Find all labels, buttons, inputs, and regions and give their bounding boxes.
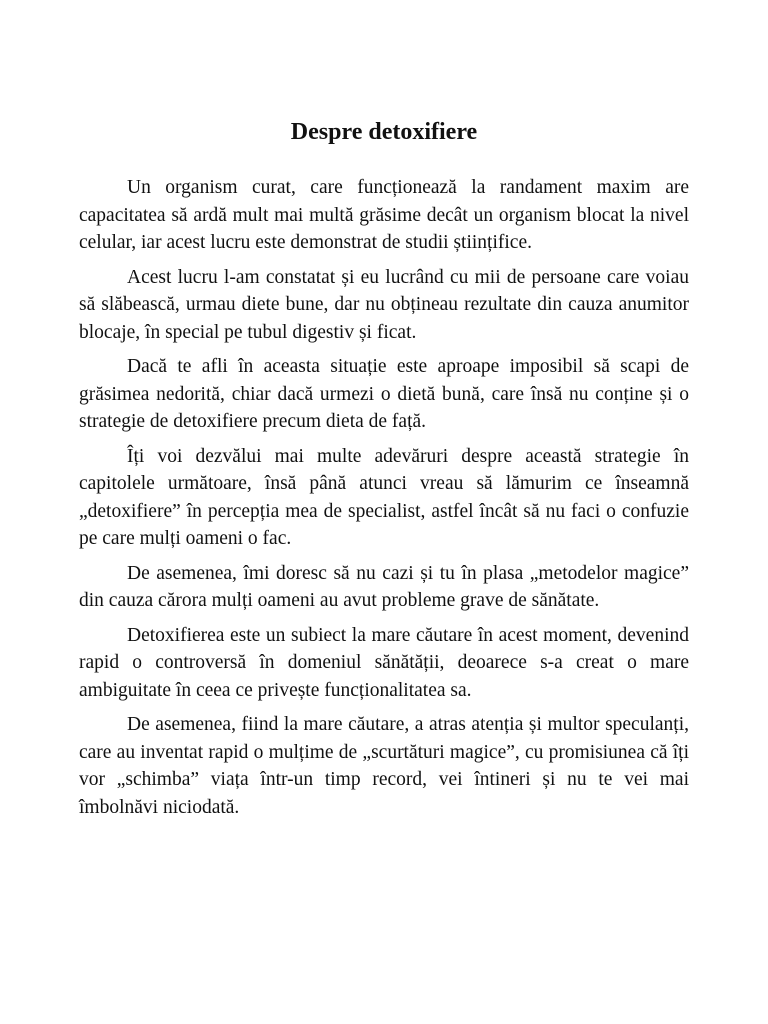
page-title: Despre detoxifiere <box>290 119 478 145</box>
paragraph-7: De asemenea, fiind la mare căutare, a atras atenția și multor speculanți, care au inventat rapid o mulțime de „scurtături magice”, cu promisiunea că îți vor „schimba” viața într-un timp record, vei întineri și nu te vei mai îmbolnăvi niciodată. <box>79 714 689 818</box>
paragraph-4: Îți voi dezvălui mai multe adevăruri despre această strategie în capitolele următoare, însă până atunci vreau să lămurim ce înseamnă „detoxifiere” în percepția mea de specialist, astfel încât să nu faci o confuzie pe care mulți oameni o fac. <box>79 445 689 549</box>
document-page <box>79 112 689 828</box>
paragraph-3: Dacă te afli în aceasta situație este aproape imposibil să scapi de grăsimea nedorită, chiar dacă urmezi o dietă bună, care însă nu conține și o strategie de detoxifiere precum dieta de față. <box>79 356 689 432</box>
paragraph-1: Un organism curat, care funcționează la randament maxim are capacitatea să ardă mult mai multă grăsime decât un organism blocat la nivel celular, iar acest lucru este demonstrat de studii științifice. <box>79 177 689 253</box>
paragraph-6: Detoxifierea este un subiect la mare căutare în acest moment, devenind rapid o controversă în domeniul sănătății, deoarece s-a creat o mare ambiguitate în ceea ce privește funcționalitatea sa. <box>79 624 689 701</box>
paragraph-2: Acest lucru l-am constatat și eu lucrând cu mii de persoane care voiau să slăbească, urmau diete bune, dar nu obțineau rezultate din cauza anumitor blocaje, în special pe tubul digestiv și ficat. <box>79 266 689 343</box>
paragraph-5: De asemenea, îmi doresc să nu cazi și tu în plasa „metodelor magice” din cauza cărora mulți oameni au avut probleme grave de sănătate. <box>79 562 689 611</box>
